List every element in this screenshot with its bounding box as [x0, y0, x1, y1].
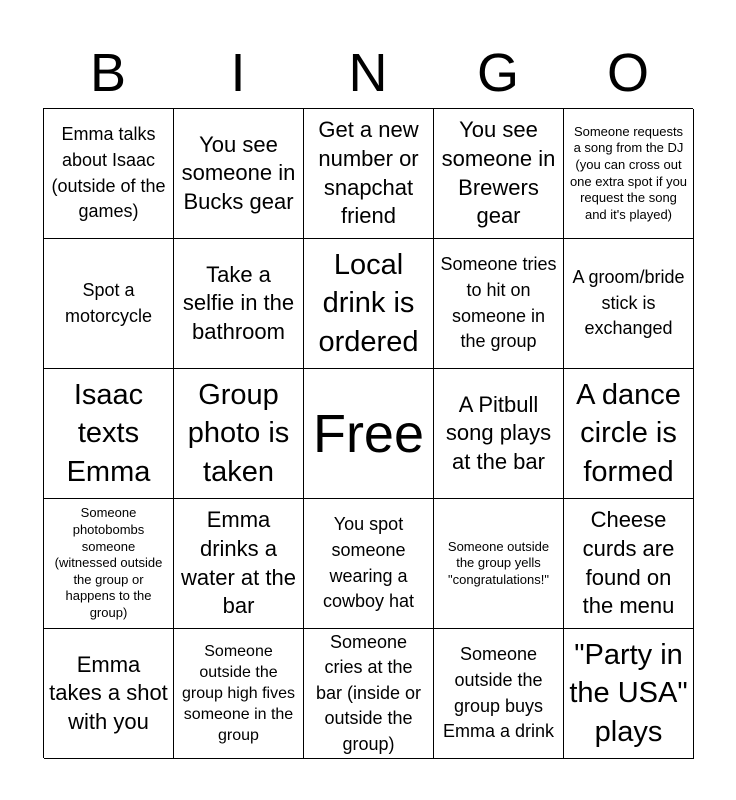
bingo-cell[interactable]: A groom/bride stick is exchanged — [564, 239, 694, 369]
header-letter-b: B — [89, 43, 127, 103]
bingo-cell[interactable]: "Party in the USA" plays — [564, 629, 694, 759]
bingo-cell[interactable]: Emma takes a shot with you — [44, 629, 174, 759]
bingo-cell[interactable]: A dance circle is formed — [564, 369, 694, 499]
bingo-cell[interactable]: Spot a motorcycle — [44, 239, 174, 369]
bingo-cell[interactable]: Someone outside the group buys Emma a drink — [434, 629, 564, 759]
header-letter-n: N — [348, 43, 388, 103]
bingo-cell[interactable]: You spot someone wearing a cowboy hat — [304, 499, 434, 629]
bingo-cell[interactable]: Get a new number or snapchat friend — [304, 109, 434, 239]
bingo-cell[interactable]: You see someone in Brewers gear — [434, 109, 564, 239]
bingo-cell[interactable]: Local drink is ordered — [304, 239, 434, 369]
bingo-cell[interactable]: Emma talks about Isaac (outside of the games) — [44, 109, 174, 239]
bingo-cell[interactable]: Take a selfie in the bathroom — [174, 239, 304, 369]
header-letter-g: G — [476, 43, 519, 103]
bingo-header — [43, 38, 693, 108]
bingo-cell[interactable]: Cheese curds are found on the menu — [564, 499, 694, 629]
bingo-cell[interactable]: Isaac texts Emma — [44, 369, 174, 499]
header-letter-i: I — [230, 43, 246, 103]
free-space[interactable]: Free — [304, 369, 434, 499]
bingo-cell[interactable]: Someone cries at the bar (inside or outside the group) — [304, 629, 434, 759]
bingo-cell[interactable]: Someone outside the group yells "congratulations!" — [434, 499, 564, 629]
bingo-cell[interactable]: A Pitbull song plays at the bar — [434, 369, 564, 499]
bingo-cell[interactable]: You see someone in Bucks gear — [174, 109, 304, 239]
bingo-cell[interactable]: Someone photobombs someone (witnessed outside the group or happens to the group) — [44, 499, 174, 629]
header-letter-o: O — [606, 43, 649, 103]
bingo-cell[interactable]: Someone requests a song from the DJ (you can cross out one extra spot if you request the song and it's played) — [564, 109, 694, 239]
bingo-grid — [43, 108, 693, 758]
bingo-cell[interactable]: Group photo is taken — [174, 369, 304, 499]
bingo-cell[interactable]: Emma drinks a water at the bar — [174, 499, 304, 629]
bingo-cell[interactable]: Someone outside the group high fives someone in the group — [174, 629, 304, 759]
bingo-cell[interactable]: Someone tries to hit on someone in the group — [434, 239, 564, 369]
